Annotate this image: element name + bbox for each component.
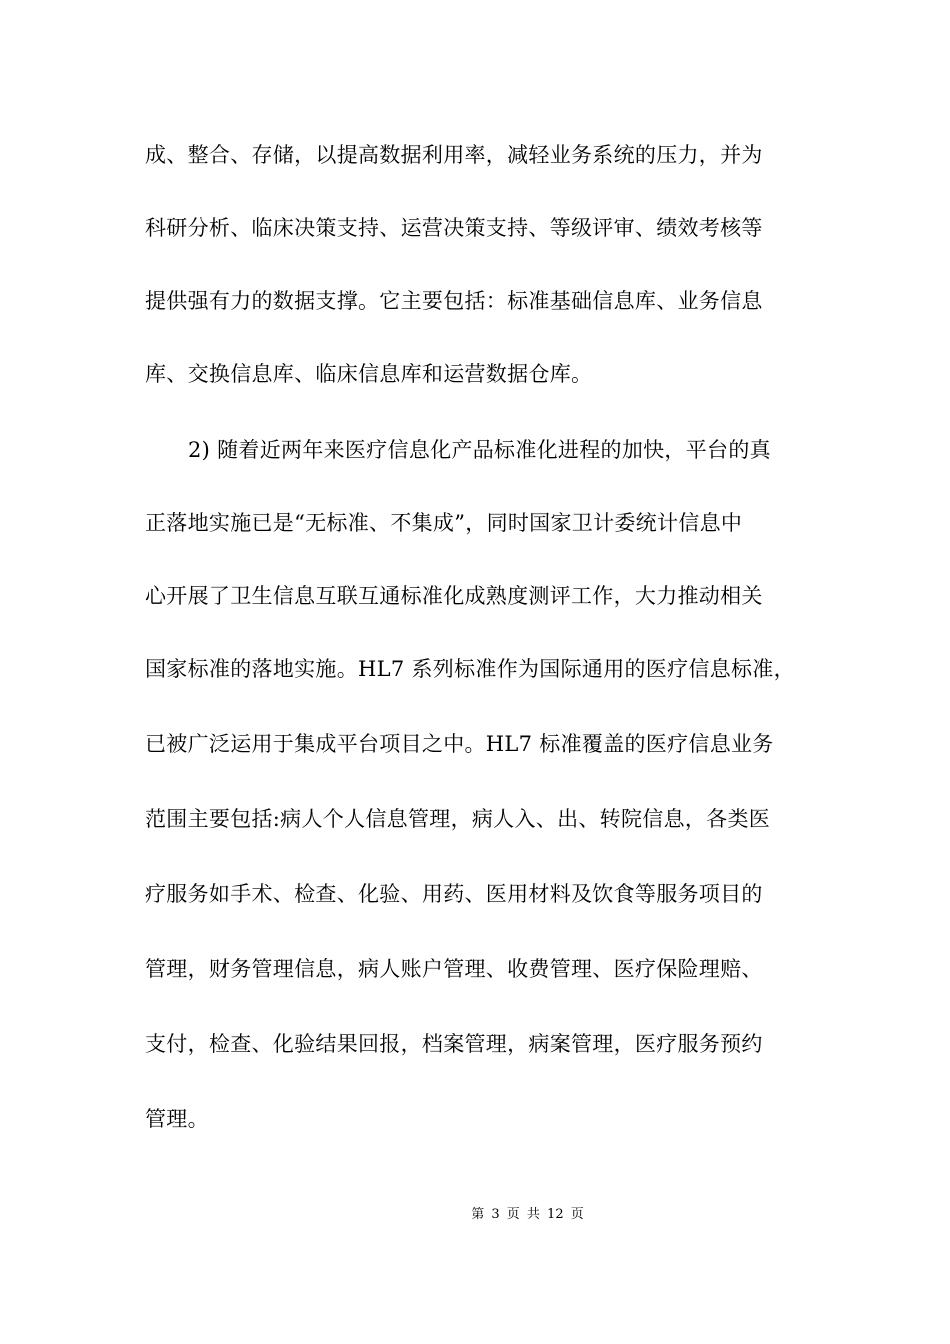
text-line-2: 科研分析、临床决策支持、运营决策支持、等级评审、绩效考核等 (145, 216, 763, 240)
text-line-9: 已被广泛运用于集成平台项目之中。HL7 标准覆盖的医疗信息业务 (145, 732, 774, 756)
page-number-footer: 第 3 页 共 12 页 (471, 1207, 584, 1222)
text-line-3: 提供强有力的数据支撑。它主要包括：标准基础信息库、业务信息 (145, 289, 763, 313)
text-line-13: 支付，检查、化验结果回报，档案管理，病案管理，医疗服务预约 (145, 1032, 763, 1056)
text-line-1: 成、整合、存储，以提高数据利用率，减轻业务系统的压力，并为 (145, 143, 763, 167)
text-line-12: 管理，财务管理信息，病人账户管理、收费管理、医疗保险理赔、 (145, 957, 763, 981)
text-line-11: 疗服务如手术、检查、化验、用药、医用材料及饮食等服务项目的 (145, 882, 763, 906)
text-line-7: 心开展了卫生信息互联互通标准化成熟度测评工作，大力推动相关 (145, 584, 763, 608)
text-line-4: 库、交换信息库、临床信息库和运营数据仓库。 (145, 362, 593, 386)
text-line-10: 范围主要包括:病人个人信息管理，病人入、出、转院信息，各类医 (145, 807, 771, 831)
text-line-6: 正落地实施已是“无标准、不集成”，同时国家卫计委统计信息中 (145, 511, 743, 535)
text-line-5: 2) 随着近两年来医疗信息化产品标准化进程的加快，平台的真 (188, 438, 771, 462)
text-line-14: 管理。 (145, 1107, 209, 1131)
text-line-8: 国家标准的落地实施。HL7 系列标准作为国际通用的医疗信息标准， (145, 657, 795, 681)
